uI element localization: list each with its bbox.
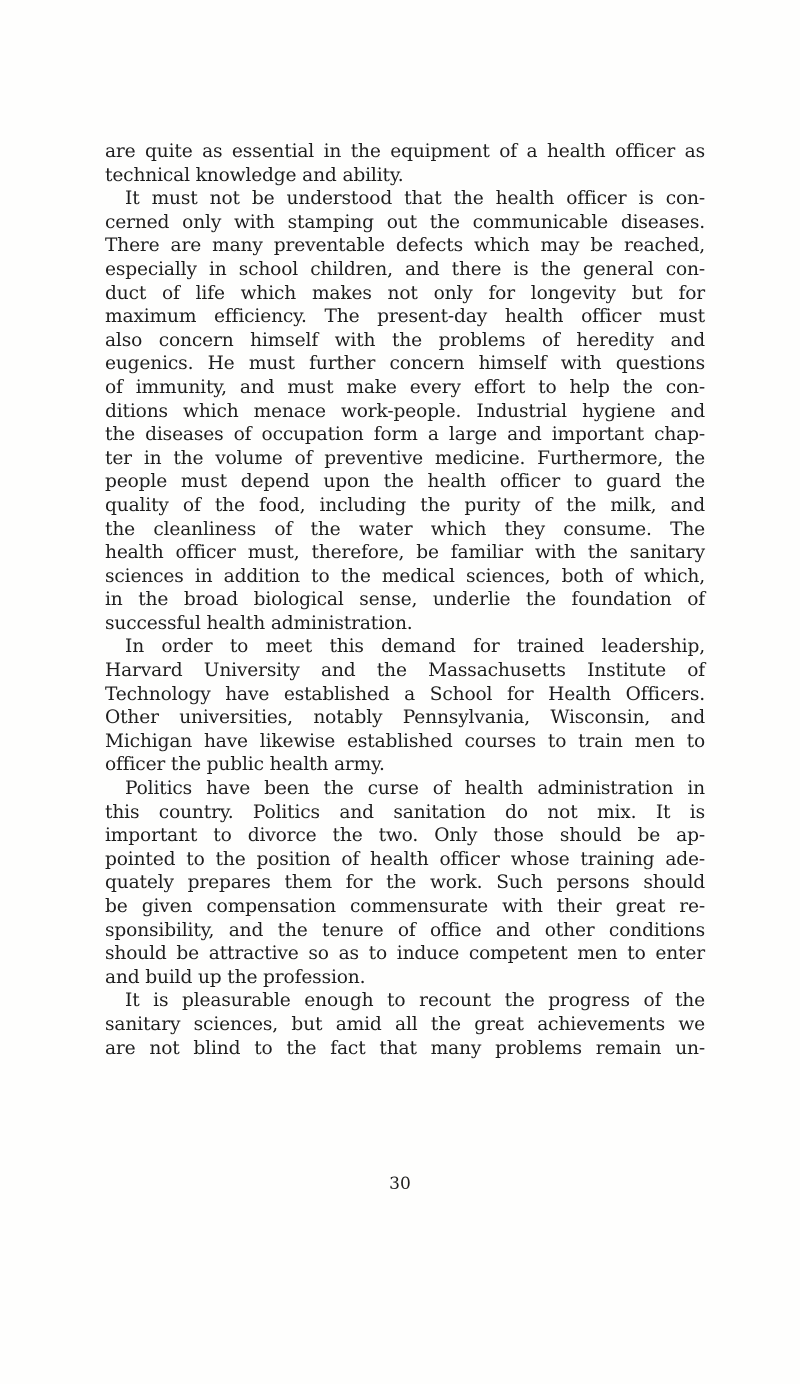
text-line: and build up the profession. (105, 966, 366, 988)
text-line: sciences in addition to the medical sciences, both of which, (105, 565, 705, 587)
text-line: Other universities, notably Pennsylvania, Wisconsin, and (105, 707, 705, 729)
text-line: Harvard University and the Massachusetts Institute of (105, 660, 705, 682)
text-line: the diseases of occupation form a large and important chap- (105, 424, 705, 446)
text-line: Technology have established a School for Health Officers. (105, 683, 705, 705)
body-text (105, 140, 705, 1060)
text-line: quately prepares them for the work. Such persons should (105, 872, 705, 894)
paragraph-first-line: It must not be understood that the health officer is con- (125, 188, 705, 210)
text-line: are quite as essential in the equipment of a health officer as (105, 141, 705, 162)
text-line: the cleanliness of the water which they consume. The (105, 518, 705, 540)
text-line: important to divorce the two. Only those should be ap- (105, 825, 705, 847)
text-line: technical knowledge and ability. (105, 164, 404, 186)
text-line: people must depend upon the health officer to guard the (105, 471, 705, 493)
text-line: officer the public health army. (105, 754, 385, 776)
text-line: also concern himself with the problems of heredity and (105, 329, 705, 351)
text-line: duct of life which makes not only for longevity but for (105, 282, 705, 304)
text-line: health officer must, therefore, be familiar with the sanitary (105, 542, 705, 564)
paragraph-first-line: It is pleasurable enough to recount the progress of the (125, 990, 705, 1012)
text-line: eugenics. He must further concern himself with questions (105, 353, 705, 375)
text-line: ditions which menace work-people. Industrial hygiene and (105, 400, 705, 422)
text-line: There are many preventable defects which may be reached, (105, 235, 705, 257)
text-line: especially in school children, and there is the general con- (105, 258, 705, 280)
text-line: Michigan have likewise established courses to train men to (105, 730, 705, 752)
text-line: sponsibility, and the tenure of office and other conditions (105, 919, 705, 941)
text-line: ter in the volume of preventive medicine. Furthermore, the (105, 447, 705, 469)
text-line: of immunity, and must make every effort to help the con- (105, 376, 705, 398)
text-line: successful health administration. (105, 612, 413, 634)
page-number: 30 (389, 1174, 411, 1194)
text-line: should be attractive so as to induce competent men to enter (105, 943, 705, 965)
text-line: be given compensation commensurate with their great re- (105, 896, 705, 917)
paragraph-first-line: In order to meet this demand for trained leadership, (125, 636, 705, 658)
text-line: sanitary sciences, but amid all the great achievements we (105, 1013, 705, 1035)
paragraph-first-line: Politics have been the curse of health administration in (125, 778, 705, 800)
text-line: in the broad biological sense, underlie the foundation of (105, 589, 705, 611)
text-line: maximum efficiency. The present-day health officer must (105, 306, 705, 328)
text-line: quality of the food, including the purity of the milk, and (105, 494, 705, 516)
text-line: pointed to the position of health officer whose training ade- (105, 848, 705, 870)
text-line: this country. Politics and sanitation do not mix. It is (105, 801, 705, 823)
text-line: are not blind to the fact that many problems remain un- (105, 1037, 705, 1059)
text-line: cerned only with stamping out the communicable diseases. (105, 211, 705, 233)
